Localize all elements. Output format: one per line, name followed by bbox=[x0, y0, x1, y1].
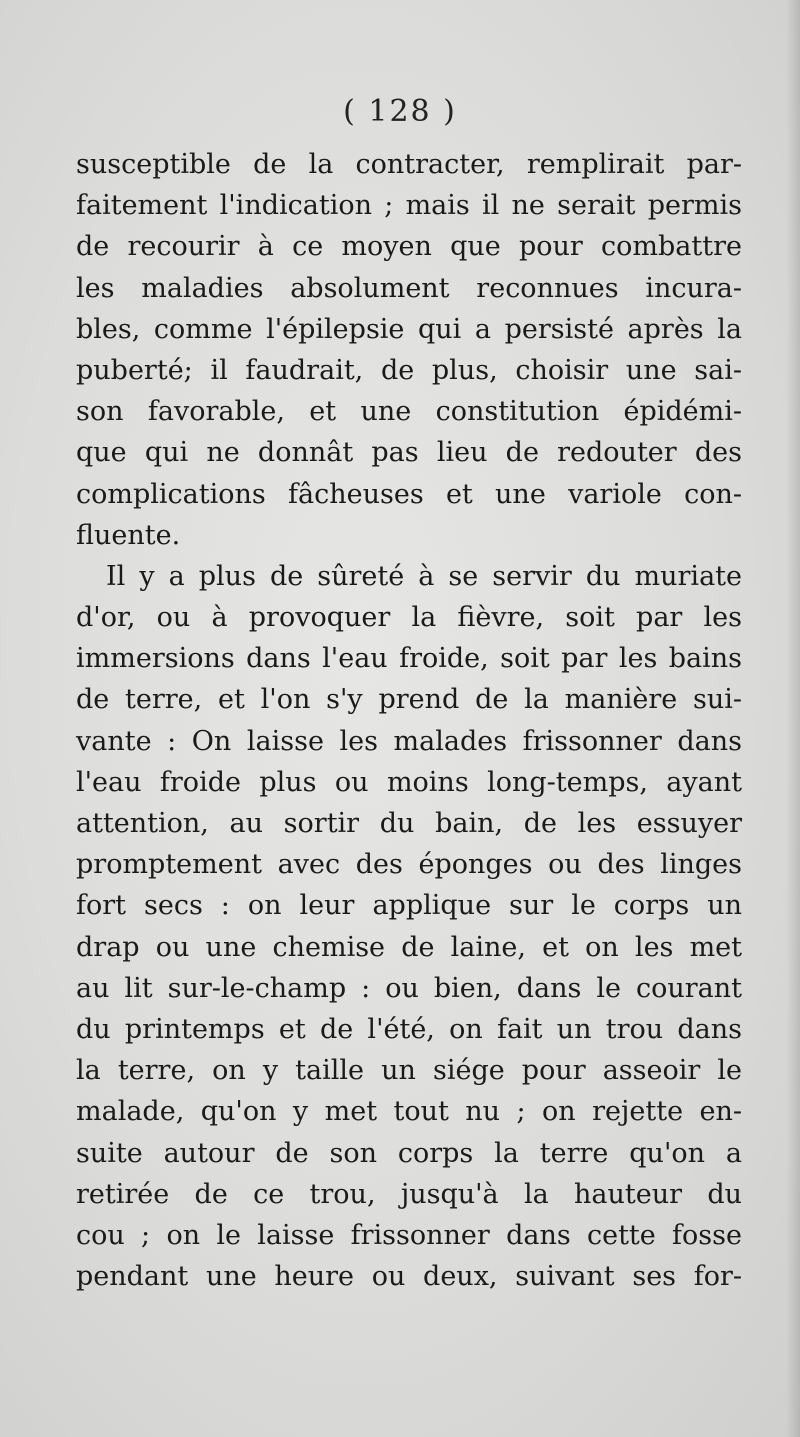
page-edge-shadow bbox=[786, 0, 800, 1437]
text-line: retirée de ce trou, jusqu'à la hauteur du bbox=[76, 1178, 742, 1210]
text-line: drap ou une chemise de laine, et on les met bbox=[76, 931, 742, 963]
text-line: bles, comme l'épilepsie qui a persisté après la bbox=[76, 313, 742, 345]
text-line: promptement avec des éponges ou des linges bbox=[76, 849, 742, 881]
text-line: malade, qu'on y met tout nu ; on rejette en- bbox=[76, 1096, 742, 1128]
text-line: du printemps et de l'été, on fait un trou dans bbox=[76, 1013, 742, 1045]
text-line: faitement l'indication ; mais il ne serait permis bbox=[76, 190, 742, 222]
text-line: suite autour de son corps la terre qu'on a bbox=[76, 1137, 742, 1169]
text-line: au lit sur-le-champ : ou bien, dans le courant bbox=[76, 972, 742, 1004]
text-line: attention, au sortir du bain, de les essuyer bbox=[76, 808, 742, 839]
text-line: que qui ne donnât pas lieu de redouter des bbox=[76, 437, 742, 469]
text-line: susceptible de la contracter, remplirait par- bbox=[76, 149, 742, 180]
text-line: fluente. bbox=[76, 519, 181, 551]
text-line: l'eau froide plus ou moins long-temps, ayant bbox=[76, 766, 742, 798]
text-line: puberté; il faudrait, de plus, choisir une sai- bbox=[76, 354, 742, 386]
text-line: pendant une heure ou deux, suivant ses for- bbox=[76, 1261, 742, 1293]
body-text bbox=[76, 144, 742, 1297]
text-line: cou ; on le laisse frissonner dans cette fosse bbox=[76, 1219, 742, 1251]
text-line: d'or, ou à provoquer la fièvre, soit par les bbox=[76, 602, 742, 634]
text-line: fort secs : on leur applique sur le corps un bbox=[76, 890, 742, 922]
text-line: de terre, et l'on s'y prend de la manière sui- bbox=[76, 684, 742, 716]
text-line: vante : On laisse les malades frissonner dans bbox=[76, 725, 742, 757]
text-line: son favorable, et une constitution épidémi- bbox=[76, 396, 742, 428]
text-line: de recourir à ce moyen que pour combattre bbox=[76, 231, 742, 263]
text-line: Il y a plus de sûreté à se servir du muriate bbox=[106, 560, 742, 592]
page-number: ( 128 ) bbox=[343, 94, 457, 129]
text-line: la terre, on y taille un siége pour asseoir le bbox=[76, 1055, 742, 1087]
text-line: les maladies absolument reconnues incura- bbox=[76, 272, 742, 304]
text-line: complications fâcheuses et une variole con- bbox=[76, 478, 742, 510]
text-line: immersions dans l'eau froide, soit par les bains bbox=[76, 643, 742, 675]
